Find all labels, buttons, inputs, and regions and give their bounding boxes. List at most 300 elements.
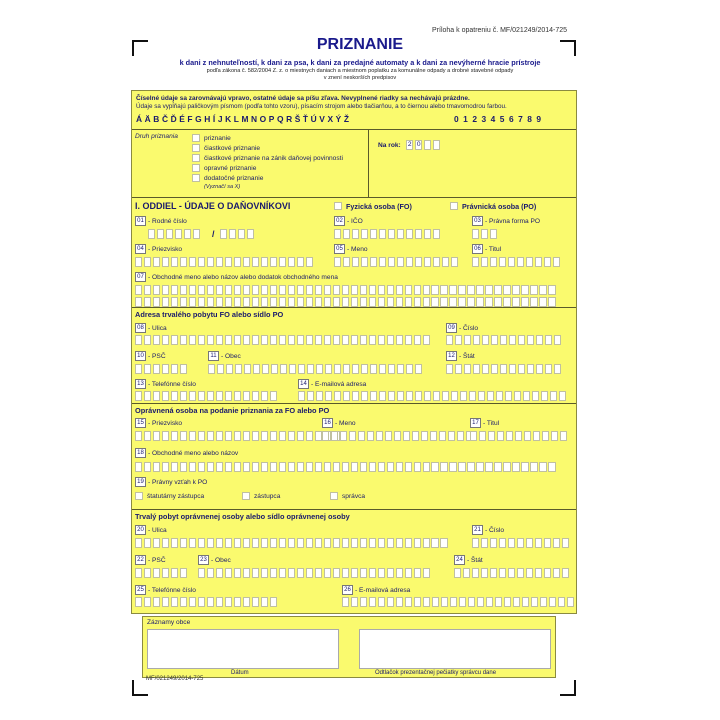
input-cell[interactable] xyxy=(288,568,295,578)
input-cell[interactable] xyxy=(144,285,151,295)
input-cell[interactable] xyxy=(234,335,241,345)
input-cell[interactable] xyxy=(388,364,395,374)
input-cell[interactable] xyxy=(135,568,142,578)
input-cell[interactable] xyxy=(270,568,277,578)
input-cell[interactable] xyxy=(261,538,268,548)
input-cell[interactable] xyxy=(527,335,534,345)
input-cell[interactable] xyxy=(481,257,488,267)
input-cell[interactable] xyxy=(523,391,530,401)
input-cell[interactable] xyxy=(144,431,151,441)
input-cell[interactable] xyxy=(535,568,542,578)
input-cell[interactable] xyxy=(467,285,474,295)
input-cell[interactable] xyxy=(503,285,510,295)
input-cell[interactable] xyxy=(479,431,486,441)
input-cell[interactable] xyxy=(415,229,422,239)
input-cell[interactable] xyxy=(135,538,142,548)
input-cell[interactable] xyxy=(550,391,557,401)
input-cell[interactable] xyxy=(548,285,555,295)
input-cell[interactable] xyxy=(234,597,241,607)
input-cell[interactable] xyxy=(433,391,440,401)
input-cell[interactable] xyxy=(162,431,169,441)
input-cell[interactable] xyxy=(189,335,196,345)
input-cell[interactable] xyxy=(306,568,313,578)
input-cell[interactable] xyxy=(560,431,567,441)
input-cell[interactable] xyxy=(505,391,512,401)
input-cell[interactable] xyxy=(207,431,214,441)
input-cell[interactable] xyxy=(482,335,489,345)
return-type-option[interactable]: priznanie xyxy=(192,134,343,142)
input-cell[interactable] xyxy=(297,462,304,472)
input-cell[interactable] xyxy=(298,391,305,401)
input-cell[interactable] xyxy=(450,597,457,607)
input-cell[interactable] xyxy=(567,597,574,607)
input-cell[interactable] xyxy=(216,335,223,345)
input-cell[interactable] xyxy=(216,391,223,401)
input-cell[interactable] xyxy=(234,568,241,578)
input-cell[interactable] xyxy=(322,431,329,441)
input-cell[interactable] xyxy=(333,297,340,307)
input-cell[interactable] xyxy=(369,335,376,345)
input-cell[interactable] xyxy=(144,597,151,607)
input-cell[interactable] xyxy=(315,462,322,472)
input-cell[interactable] xyxy=(225,538,232,548)
input-cell[interactable] xyxy=(279,257,286,267)
input-cell[interactable] xyxy=(481,538,488,548)
input-cell[interactable] xyxy=(378,568,385,578)
input-cell[interactable] xyxy=(486,597,493,607)
input-cell[interactable] xyxy=(414,538,421,548)
input-cell[interactable] xyxy=(451,391,458,401)
email-input[interactable] xyxy=(298,391,566,401)
input-cell[interactable] xyxy=(153,335,160,345)
input-cell[interactable] xyxy=(135,297,142,307)
input-cell[interactable] xyxy=(334,229,341,239)
input-cell[interactable] xyxy=(153,297,160,307)
input-cell[interactable] xyxy=(306,538,313,548)
authorized-surname-input[interactable] xyxy=(135,431,340,441)
input-cell[interactable] xyxy=(243,391,250,401)
input-cell[interactable] xyxy=(216,297,223,307)
input-cell[interactable] xyxy=(270,297,277,307)
input-cell[interactable] xyxy=(315,431,322,441)
input-cell[interactable] xyxy=(333,285,340,295)
input-cell[interactable] xyxy=(424,391,431,401)
input-cell[interactable] xyxy=(405,568,412,578)
input-cell[interactable] xyxy=(225,391,232,401)
input-cell[interactable] xyxy=(207,462,214,472)
input-cell[interactable] xyxy=(470,431,477,441)
input-cell[interactable] xyxy=(180,257,187,267)
input-cell[interactable] xyxy=(369,462,376,472)
input-cell[interactable] xyxy=(487,391,494,401)
input-cell[interactable] xyxy=(361,229,368,239)
input-cell[interactable] xyxy=(238,229,245,239)
input-cell[interactable] xyxy=(144,297,151,307)
input-cell[interactable] xyxy=(424,257,431,267)
input-cell[interactable] xyxy=(536,335,543,345)
input-cell[interactable] xyxy=(207,538,214,548)
input-cell[interactable] xyxy=(279,568,286,578)
input-cell[interactable] xyxy=(513,597,520,607)
input-cell[interactable] xyxy=(446,335,453,345)
input-cell[interactable] xyxy=(135,431,142,441)
input-cell[interactable] xyxy=(207,597,214,607)
input-cell[interactable] xyxy=(342,297,349,307)
input-cell[interactable] xyxy=(536,364,543,374)
input-cell[interactable] xyxy=(324,462,331,472)
input-cell[interactable] xyxy=(481,229,488,239)
input-cell[interactable] xyxy=(397,364,404,374)
input-cell[interactable] xyxy=(333,538,340,548)
input-cell[interactable] xyxy=(270,391,277,401)
return-type-option[interactable]: opravné priznanie xyxy=(192,164,343,172)
input-cell[interactable] xyxy=(530,285,537,295)
input-cell[interactable] xyxy=(473,335,480,345)
input-cell[interactable] xyxy=(472,229,479,239)
authorized-email-input[interactable] xyxy=(342,597,574,607)
input-cell[interactable] xyxy=(298,364,305,374)
input-cell[interactable] xyxy=(433,257,440,267)
input-cell[interactable] xyxy=(198,257,205,267)
input-cell[interactable] xyxy=(207,285,214,295)
input-cell[interactable] xyxy=(144,568,151,578)
input-cell[interactable] xyxy=(494,297,501,307)
input-cell[interactable] xyxy=(394,431,401,441)
input-cell[interactable] xyxy=(369,597,376,607)
input-cell[interactable] xyxy=(261,431,268,441)
input-cell[interactable] xyxy=(343,391,350,401)
authorized-street-input[interactable] xyxy=(135,538,448,548)
po-checkbox[interactable] xyxy=(450,202,458,210)
input-cell[interactable] xyxy=(288,538,295,548)
input-cell[interactable] xyxy=(379,229,386,239)
input-cell[interactable] xyxy=(485,285,492,295)
input-cell[interactable] xyxy=(378,538,385,548)
input-cell[interactable] xyxy=(243,568,250,578)
input-cell[interactable] xyxy=(527,364,534,374)
input-cell[interactable] xyxy=(506,431,513,441)
input-cell[interactable] xyxy=(457,431,464,441)
input-cell[interactable] xyxy=(162,297,169,307)
input-cell[interactable] xyxy=(490,538,497,548)
checkbox[interactable] xyxy=(192,134,200,142)
input-cell[interactable] xyxy=(442,391,449,401)
input-cell[interactable] xyxy=(485,297,492,307)
input-cell[interactable] xyxy=(367,431,374,441)
input-cell[interactable] xyxy=(252,597,259,607)
checkbox[interactable] xyxy=(192,144,200,152)
input-cell[interactable] xyxy=(379,257,386,267)
input-cell[interactable] xyxy=(297,335,304,345)
input-cell[interactable] xyxy=(324,335,331,345)
input-cell[interactable] xyxy=(198,431,205,441)
input-cell[interactable] xyxy=(144,462,151,472)
fo-checkbox[interactable] xyxy=(334,202,342,210)
input-cell[interactable] xyxy=(315,285,322,295)
input-cell[interactable] xyxy=(306,257,313,267)
input-cell[interactable] xyxy=(253,364,260,374)
input-cell[interactable] xyxy=(458,297,465,307)
input-cell[interactable] xyxy=(189,257,196,267)
input-cell[interactable] xyxy=(406,391,413,401)
input-cell[interactable] xyxy=(225,285,232,295)
input-cell[interactable] xyxy=(342,462,349,472)
input-cell[interactable] xyxy=(229,229,236,239)
input-cell[interactable] xyxy=(180,431,187,441)
input-cell[interactable] xyxy=(306,285,313,295)
input-cell[interactable] xyxy=(189,538,196,548)
input-cell[interactable] xyxy=(361,257,368,267)
input-cell[interactable] xyxy=(421,431,428,441)
input-cell[interactable] xyxy=(351,568,358,578)
input-cell[interactable] xyxy=(521,297,528,307)
input-cell[interactable] xyxy=(288,462,295,472)
input-cell[interactable] xyxy=(135,364,142,374)
authorized-title-input[interactable] xyxy=(470,431,567,441)
input-cell[interactable] xyxy=(144,257,151,267)
input-cell[interactable] xyxy=(508,538,515,548)
input-cell[interactable] xyxy=(553,538,560,548)
input-cell[interactable] xyxy=(243,538,250,548)
input-cell[interactable] xyxy=(423,462,430,472)
input-cell[interactable] xyxy=(153,391,160,401)
input-cell[interactable] xyxy=(517,568,524,578)
input-cell[interactable] xyxy=(261,597,268,607)
input-cell[interactable] xyxy=(247,229,254,239)
checkbox[interactable] xyxy=(192,174,200,182)
input-cell[interactable] xyxy=(331,431,338,441)
input-cell[interactable] xyxy=(396,462,403,472)
input-cell[interactable] xyxy=(448,431,455,441)
input-cell[interactable] xyxy=(297,297,304,307)
input-cell[interactable] xyxy=(562,538,569,548)
input-cell[interactable] xyxy=(216,538,223,548)
street-input[interactable] xyxy=(135,335,430,345)
input-cell[interactable] xyxy=(351,597,358,607)
input-cell[interactable] xyxy=(518,335,525,345)
birth-number-input[interactable] xyxy=(148,229,200,239)
input-cell[interactable] xyxy=(270,335,277,345)
input-cell[interactable] xyxy=(441,597,448,607)
input-cell[interactable] xyxy=(378,462,385,472)
input-cell[interactable] xyxy=(135,285,142,295)
input-cell[interactable] xyxy=(405,285,412,295)
business-name-input-2[interactable] xyxy=(135,297,556,307)
input-cell[interactable] xyxy=(481,568,488,578)
input-cell[interactable] xyxy=(423,285,430,295)
input-cell[interactable] xyxy=(423,597,430,607)
input-cell[interactable] xyxy=(349,431,356,441)
input-cell[interactable] xyxy=(270,462,277,472)
input-cell[interactable] xyxy=(171,462,178,472)
input-cell[interactable] xyxy=(135,597,142,607)
input-cell[interactable] xyxy=(473,364,480,374)
input-cell[interactable] xyxy=(162,462,169,472)
input-cell[interactable] xyxy=(512,285,519,295)
input-cell[interactable] xyxy=(406,257,413,267)
input-cell[interactable] xyxy=(385,431,392,441)
input-cell[interactable] xyxy=(334,257,341,267)
input-cell[interactable] xyxy=(512,462,519,472)
input-cell[interactable] xyxy=(526,538,533,548)
input-cell[interactable] xyxy=(261,462,268,472)
input-cell[interactable] xyxy=(503,462,510,472)
input-cell[interactable] xyxy=(369,285,376,295)
input-cell[interactable] xyxy=(500,335,507,345)
input-cell[interactable] xyxy=(472,257,479,267)
input-cell[interactable] xyxy=(431,285,438,295)
input-cell[interactable] xyxy=(162,335,169,345)
input-cell[interactable] xyxy=(412,431,419,441)
input-cell[interactable] xyxy=(189,597,196,607)
input-cell[interactable] xyxy=(558,597,565,607)
input-cell[interactable] xyxy=(279,285,286,295)
input-cell[interactable] xyxy=(316,364,323,374)
input-cell[interactable] xyxy=(315,538,322,548)
input-cell[interactable] xyxy=(553,257,560,267)
input-cell[interactable] xyxy=(476,285,483,295)
input-cell[interactable] xyxy=(208,364,215,374)
input-cell[interactable] xyxy=(397,391,404,401)
input-cell[interactable] xyxy=(544,257,551,267)
authorized-municipality-input[interactable] xyxy=(198,568,430,578)
input-cell[interactable] xyxy=(342,335,349,345)
input-cell[interactable] xyxy=(472,568,479,578)
input-cell[interactable] xyxy=(162,257,169,267)
input-cell[interactable] xyxy=(379,364,386,374)
input-cell[interactable] xyxy=(403,431,410,441)
input-cell[interactable] xyxy=(306,431,313,441)
input-cell[interactable] xyxy=(544,568,551,578)
input-cell[interactable] xyxy=(171,285,178,295)
input-cell[interactable] xyxy=(252,462,259,472)
input-cell[interactable] xyxy=(342,597,349,607)
input-cell[interactable] xyxy=(234,462,241,472)
input-cell[interactable] xyxy=(376,431,383,441)
input-cell[interactable] xyxy=(180,597,187,607)
input-cell[interactable] xyxy=(193,229,200,239)
input-cell[interactable] xyxy=(171,364,178,374)
input-cell[interactable] xyxy=(551,431,558,441)
input-cell[interactable] xyxy=(153,597,160,607)
input-cell[interactable] xyxy=(180,364,187,374)
input-cell[interactable] xyxy=(184,229,191,239)
input-cell[interactable] xyxy=(153,568,160,578)
input-cell[interactable] xyxy=(440,538,447,548)
input-cell[interactable] xyxy=(288,297,295,307)
input-cell[interactable] xyxy=(153,462,160,472)
input-cell[interactable] xyxy=(494,462,501,472)
input-cell[interactable] xyxy=(315,297,322,307)
input-cell[interactable] xyxy=(442,257,449,267)
input-cell[interactable] xyxy=(522,597,529,607)
input-cell[interactable] xyxy=(388,391,395,401)
input-cell[interactable] xyxy=(464,335,471,345)
input-cell[interactable] xyxy=(396,538,403,548)
input-cell[interactable] xyxy=(217,364,224,374)
input-cell[interactable] xyxy=(352,364,359,374)
input-cell[interactable] xyxy=(405,297,412,307)
input-cell[interactable] xyxy=(472,538,479,548)
input-cell[interactable] xyxy=(243,285,250,295)
input-cell[interactable] xyxy=(559,391,566,401)
input-cell[interactable] xyxy=(189,391,196,401)
input-cell[interactable] xyxy=(360,335,367,345)
input-cell[interactable] xyxy=(324,285,331,295)
input-cell[interactable] xyxy=(198,391,205,401)
input-cell[interactable] xyxy=(514,391,521,401)
statutory-rep-checkbox[interactable] xyxy=(135,492,143,500)
input-cell[interactable] xyxy=(541,391,548,401)
input-cell[interactable] xyxy=(207,391,214,401)
input-cell[interactable] xyxy=(306,297,313,307)
input-cell[interactable] xyxy=(360,297,367,307)
input-cell[interactable] xyxy=(234,538,241,548)
input-cell[interactable] xyxy=(180,538,187,548)
input-cell[interactable] xyxy=(297,285,304,295)
input-cell[interactable] xyxy=(414,597,421,607)
input-cell[interactable] xyxy=(220,229,227,239)
input-cell[interactable] xyxy=(342,538,349,548)
input-cell[interactable] xyxy=(533,431,540,441)
input-cell[interactable] xyxy=(351,462,358,472)
input-cell[interactable] xyxy=(270,431,277,441)
input-cell[interactable] xyxy=(499,538,506,548)
input-cell[interactable] xyxy=(343,229,350,239)
input-cell[interactable] xyxy=(334,364,341,374)
input-cell[interactable] xyxy=(144,364,151,374)
input-cell[interactable] xyxy=(162,364,169,374)
input-cell[interactable] xyxy=(243,335,250,345)
input-cell[interactable] xyxy=(343,364,350,374)
input-cell[interactable] xyxy=(162,568,169,578)
input-cell[interactable] xyxy=(171,538,178,548)
input-cell[interactable] xyxy=(207,335,214,345)
input-cell[interactable] xyxy=(545,364,552,374)
input-cell[interactable] xyxy=(530,462,537,472)
input-cell[interactable] xyxy=(369,297,376,307)
input-cell[interactable] xyxy=(548,297,555,307)
input-cell[interactable] xyxy=(387,285,394,295)
input-cell[interactable] xyxy=(495,597,502,607)
input-cell[interactable] xyxy=(446,364,453,374)
title-input[interactable] xyxy=(472,257,560,267)
input-cell[interactable] xyxy=(542,431,549,441)
input-cell[interactable] xyxy=(198,568,205,578)
input-cell[interactable] xyxy=(261,297,268,307)
input-cell[interactable] xyxy=(526,257,533,267)
input-cell[interactable] xyxy=(297,538,304,548)
input-cell[interactable] xyxy=(352,229,359,239)
input-cell[interactable] xyxy=(496,391,503,401)
ico-input[interactable] xyxy=(334,229,440,239)
input-cell[interactable] xyxy=(166,229,173,239)
input-cell[interactable] xyxy=(171,391,178,401)
input-cell[interactable] xyxy=(451,257,458,267)
input-cell[interactable] xyxy=(198,597,205,607)
input-cell[interactable] xyxy=(360,597,367,607)
input-cell[interactable] xyxy=(243,257,250,267)
input-cell[interactable] xyxy=(360,568,367,578)
input-cell[interactable] xyxy=(198,538,205,548)
input-cell[interactable] xyxy=(148,229,155,239)
input-cell[interactable] xyxy=(279,297,286,307)
input-cell[interactable] xyxy=(549,597,556,607)
input-cell[interactable] xyxy=(162,538,169,548)
input-cell[interactable] xyxy=(252,297,259,307)
input-cell[interactable] xyxy=(379,391,386,401)
input-cell[interactable] xyxy=(216,462,223,472)
